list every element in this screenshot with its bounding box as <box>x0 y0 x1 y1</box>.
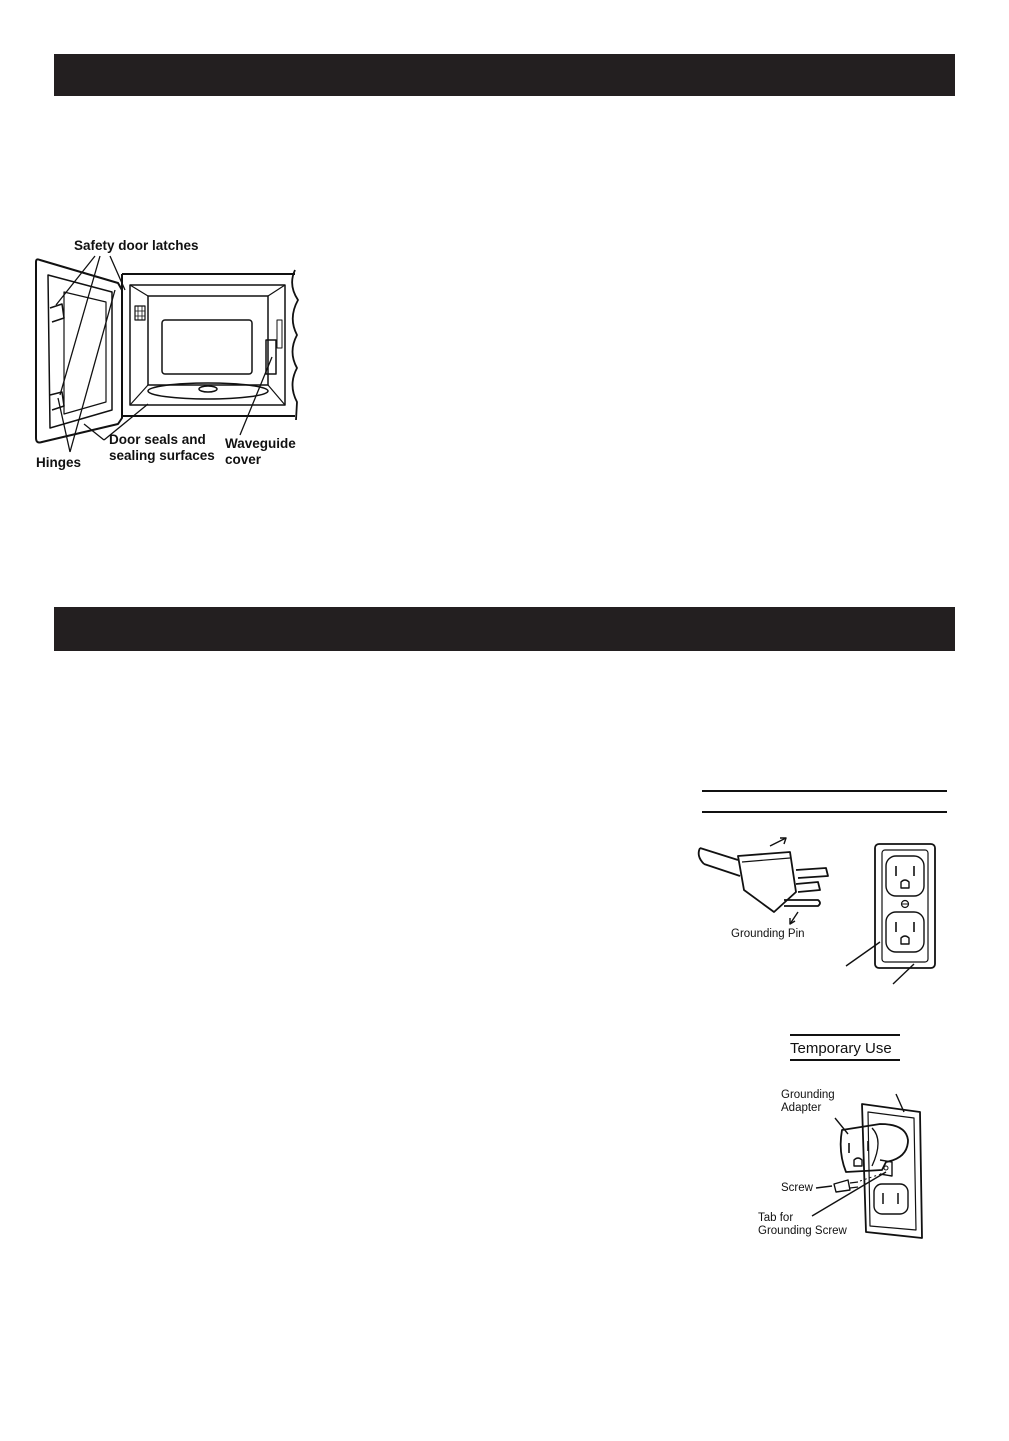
screw-label: Screw <box>781 1182 813 1194</box>
waveguide-label-line1: Waveguide <box>225 436 296 451</box>
hinges-label: Hinges <box>36 455 82 470</box>
grounding-pin-label: Grounding Pin <box>731 928 805 940</box>
temporary-use-heading: Temporary Use <box>790 1040 892 1057</box>
waveguide-label-line2: cover <box>225 452 262 467</box>
tab-label-line2: Grounding Screw <box>758 1225 847 1237</box>
grounding-adapter-label-line2: Adapter <box>781 1102 822 1114</box>
safety-door-latches-label: Safety door latches <box>74 238 199 253</box>
door-seals-label-line1: Door seals and <box>109 432 206 447</box>
grounding-adapter-label-line1: Grounding <box>781 1089 835 1101</box>
tab-label-line1: Tab for <box>758 1212 794 1224</box>
door-seals-label-line2: sealing surfaces <box>109 448 215 463</box>
